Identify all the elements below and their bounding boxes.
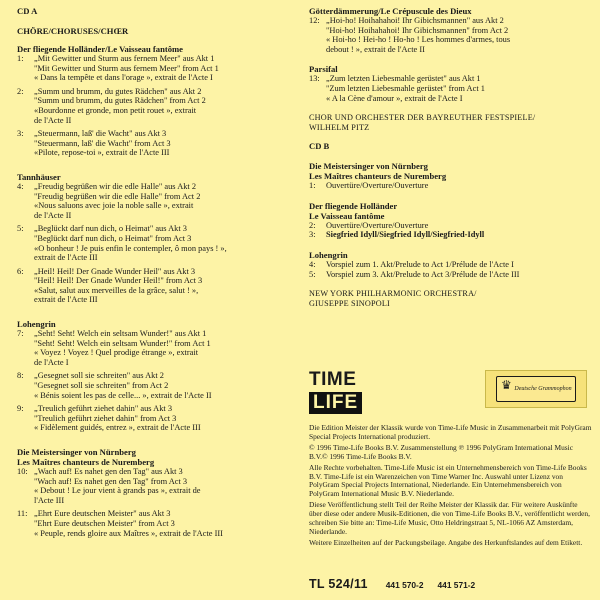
section-title: Lohengrin: [17, 319, 56, 330]
track-item: 9: „Treulich geführt ziehet dahin" aus Akt 3 "Treulich geführt ziehet dahin" from Act 3 « Fidèlement guidés, entrez », extrait de l'Acte III: [17, 404, 201, 433]
track-item: 10: „Wach auf! Es nahet gen den Tag" aus Akt 3 "Wach auf! Es nahet gen den Tag" from Act 3 « Debout ! Le jour vient à grands pas », extrait de l'Acte III: [17, 467, 201, 505]
track-item: 8: „Gesegnet soll sie schreiten" aus Akt 2 "Gesegnet soll sie schreiten" from Act 2 « Bénis soient les pas de celle... », extrait de l'Acte II: [17, 371, 212, 400]
cd-a-label: CD A: [17, 6, 38, 16]
section-title: Götterdämmerung/Le Crépuscule des Dieux: [309, 6, 472, 16]
track-item: 11: „Ehrt Eure deutschen Meister" aus Akt 3 "Ehrt Eure deutschen Meister" from Act 3 « Peuple, rends gloire aux Maîtres », extrait de l'Acte III: [17, 509, 223, 538]
section-title: Lohengrin: [309, 249, 348, 260]
track-item: 6: „Heil! Heil! Der Gnade Wunder Heil" aus Akt 3 "Heil! Heil! Der Gnade Wunder Heil!" from Act 3 «Salut, salut aux merveilles de la grâce, salut ! », extrait de l'Acte III: [17, 266, 203, 305]
legal-text: Die Edition Meister der Klassik wurde von Time-Life Music in Zusammenarbeit mit PolyGram Special Projects International produziert. © 1996 Time-Life Books B.V. Zusammenstellung ℗ 1996 PolyGram International Music B.V.© 1996 Time-Life Books B.V. Alle Rechte vorbehalten. Time-Life Music ist ein Unternehmensbereich von Time-Life Books B.V. Time-Life ist ein Warenzeichen von Time Warner Inc. Auswahl unter Lizenz von PolyGram Special Projects International, Niederlande. Ein Unternehmensbereich von PolyGram International Music B.V. Niederlande. Diese Veröffentlichung stellt Teil der Reihe Meister der Klassik dar. Für weitere Auskünfte über diese oder andere Musik-Editionen, die von Time-Life Books B.V., veröffentlicht werden, schreiben Sie bitte an: Time-Life Music, Otto Heldringstraat 5, NL-1066 AZ Amsterdam, Niederlande. Weitere Einzelheiten auf der Packungsbeilage. Angabe des Herkunftslandes auf dem Etikett.: [309, 423, 592, 547]
choruses-title: CHÖRE/CHORUSES/CHŒR: [17, 26, 129, 36]
logo-row: [309, 366, 592, 418]
track-item: 2: „Summ und brumm, du gutes Rädchen" aus Akt 2 "Summ und brumm, du gutes Rädchen" from Act 2 «Bourdonne et gronde, mon petit rouet », extrait de l'Acte II: [17, 86, 206, 125]
track-item: 5: Vorspiel zum 3. Akt/Prelude to Act 3/Prélude de l'Acte III: [309, 269, 520, 279]
crown-icon: ♛: [501, 378, 512, 392]
track-item: 5: „Beglückt darf nun dich, o Heimat" aus Akt 3 "Beglückt darf nun dich, o Heimat" from Act 3 «O bonheur ! Je puis enfin le contempler, ô mon pays ! », extrait de l'Acte III: [17, 224, 227, 263]
track-item: 1: Ouvertüre/Overture/Ouverture: [309, 181, 429, 191]
section-subtitle: Les Maîtres chanteurs de Nuremberg: [17, 457, 155, 467]
track-item: 13: „Zum letzten Liebesmahle gerüstet" aus Akt 1 "Zum letzten Liebesmahle gerüstet" from Act 1 « A la Cène d'amour », extrait de l'Acte I: [309, 74, 485, 103]
track-item: 3: „Steuermann, laß' die Wacht" aus Akt 3 "Steuermann, laß' die Wacht" from Act 3 «Pilote, repose-toi », extrait de l'Acte III: [17, 129, 171, 158]
track-item: 4: „Freudig begrüßen wir die edle Halle" aus Akt 2 "Freudig begrüßen wir die edle Halle" from Act 2 «Nous saluons avec joie la noble salle », extrait de l'Acte II: [17, 181, 201, 220]
product-number-1: 441 570-2: [385, 580, 424, 590]
section-title: Tannhäuser: [17, 171, 61, 182]
track-item: 4: Vorspiel zum 1. Akt/Prelude to Act 1/Prélude de l'Acte I: [309, 259, 514, 269]
track-item: 3: Siegfried Idyll/Siegfried Idyll/Siegfried-Idyll: [309, 230, 485, 240]
section-subtitle: Le Vaisseau fantôme: [309, 210, 385, 221]
time-life-logo: TIME LIFE: [309, 370, 373, 414]
section-title: Der fliegende Holländer: [309, 200, 398, 211]
section-subtitle: Les Maîtres chanteurs de Nuremberg: [309, 171, 447, 182]
track-item: 2: Ouvertüre/Overture/Ouverture: [309, 220, 429, 230]
track-item: 1: „Mit Gewitter und Sturm aus fernem Meer" aus Akt 1 "Mit Gewitter und Sturm aus fernem Meer" from Act 1 « Dans la tempête et dans l'orage », extrait de l'Acte I: [17, 54, 219, 83]
section-title: Der fliegende Holländer/Le Vaisseau fantôme: [17, 44, 183, 54]
product-number-2: 441 571-2: [437, 580, 476, 590]
catalog-footer: [309, 577, 592, 591]
section-title: Die Meistersinger von Nürnberg: [309, 161, 428, 172]
cd-a-column: [17, 6, 300, 538]
section-title: Die Meistersinger von Nürnberg: [17, 447, 136, 457]
right-column: [309, 6, 592, 309]
performers-b: NEW YORK PHILHARMONIC ORCHESTRA/ GIUSEPPE SINOPOLI: [309, 289, 477, 309]
catalog-number: TL 524/11: [309, 577, 368, 591]
track-item: 12: „Hoi-ho! Hoihahahoi! Ihr Gibichsmannen" aus Akt 2 "Hoi-ho! Hoihahahoi! Ihr Gibichsmannen" from Act 2 « Hoi-ho ! Hei-ho ! Ho-ho ! Les hommes d'armes, tous debout ! », extrait de l'Acte II: [309, 16, 511, 54]
performers-a: CHOR UND ORCHESTER DER BAYREUTHER FESTSPIELE/ WILHELM PITZ: [309, 113, 536, 133]
section-title: Parsifal: [309, 64, 338, 75]
deutsche-grammophon-logo: ♛ Deutsche Grammophon: [485, 370, 587, 408]
cd-b-label: CD B: [309, 141, 330, 152]
track-item: 7: „Seht! Seht! Welch ein seltsam Wunder!" aus Akt 1 "Seht! Seht! Welch ein seltsam Wunder!" from Act 1 « Voyez ! Voyez ! Quel prodige étrange », extrait de l'Acte I: [17, 329, 211, 367]
